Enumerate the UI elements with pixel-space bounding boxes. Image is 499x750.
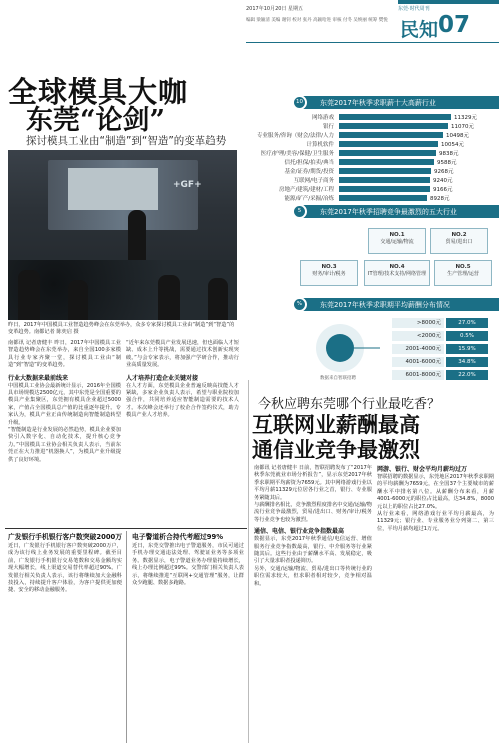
income-bar xyxy=(339,123,448,129)
income-category-label: 信托/担保/拍卖/典当 xyxy=(284,160,334,166)
article-paragraph: “近年来东莞模具产业发展迅速，但也面临人才短缺、成本上升等挑战，需要通过技术创新实现突破。”与会专家表示，将加强产学研合作，推动行业高质量发展。 xyxy=(126,340,239,369)
income-value-label: 9268元 xyxy=(434,169,454,175)
distribution-value: 0.5% xyxy=(446,331,488,341)
graphic-core xyxy=(326,334,354,362)
column-divider xyxy=(248,380,249,743)
header-divider xyxy=(246,42,499,43)
article-paragraph: 南都讯 记者唐健丰 昨日，2017年中国模具工业智造趋势峰会在东莞举办，来自全国100多家模具行业专家齐聚一堂，探讨模具工业由“制造”到“智造”的变革趋势。 xyxy=(8,340,121,369)
income-category-label: 医疗/护理/美容/保健/卫生服务 xyxy=(260,151,334,157)
income-category-label: 网络游戏 xyxy=(311,115,334,121)
distribution-range-label: 2001-4000元 xyxy=(392,344,444,354)
article-column xyxy=(8,340,121,464)
news-brief-title: 电子警道析合持代考超过99% xyxy=(132,533,224,541)
article-paragraph: 中国模具工业协会最新统计显示，2016年全国模具市场规模达2500亿元，其中东莞是全国重要的模具产业集聚区，东莞拥有模具企业超过5000家，产值占全国模具总产值的比重逐年提升。专家认为，模具产业正由传统制造向智能制造转型升级。 xyxy=(8,382,121,426)
competition-chart-title: 东莞2017年秋季招聘竞争最激烈的五大行业 xyxy=(320,208,457,216)
speaker-silhouette xyxy=(128,210,146,260)
distribution-value: 15.9% xyxy=(446,344,488,354)
income-bar xyxy=(339,132,443,138)
distribution-chart-badge: % xyxy=(292,297,307,312)
audience-person xyxy=(208,278,228,320)
income-bar xyxy=(339,150,436,156)
main-headline-line1: 全球模具大咖 xyxy=(8,75,189,109)
competition-rank-2 xyxy=(430,228,488,254)
right-headline-line1: 互联网业薪酬最高 xyxy=(252,412,420,437)
news-brief-body: 近日，东莞交警推出电子警道服务，市民可通过手机办理交通违法处理、驾驶证业务等多项业务。数据显示，电子警道业务办理量持续增长，线上办理比例超过99%。交警部门相关负责人表示，将继续推进“互联网+交通管理”服务，让群众少跑腿、数据多跑路。 xyxy=(132,543,244,587)
issue-date: 2017年10月20日 星期五 xyxy=(246,6,304,12)
audience-silhouettes xyxy=(8,260,237,320)
industry-label: 交通/运输/物流 xyxy=(380,239,414,245)
competition-rank-1 xyxy=(368,228,426,254)
header-accent-bar xyxy=(398,0,499,4)
section-title: 民知 xyxy=(400,19,439,41)
distribution-value: 27.0% xyxy=(446,318,488,328)
photo-caption: 昨日，2017年中国模具工业智造趋势峰会在东莞举办，众多专家探讨模具工业由“制造”到“智造”的变革趋势。南都记者 陈奕启 摄 xyxy=(8,322,235,335)
page-number: 07 xyxy=(438,12,471,38)
editorial-staff: 编辑 梁颖清 美编 谢钊 校对 张丹 高颖哈进 审核 付冬 吴焕丽 统筹 樊悦 xyxy=(246,18,388,23)
rank-label: NO.3 xyxy=(321,264,337,270)
article-subheading: 人才培养打造企业关键对接 xyxy=(126,374,199,382)
article-subheading: 行业大数据来最前线来 xyxy=(8,374,69,382)
conference-photo xyxy=(8,150,237,320)
competition-rank-5 xyxy=(434,260,492,286)
income-value-label: 11329元 xyxy=(454,115,477,121)
industry-label: IT管理/技术支持/网络管理 xyxy=(368,271,426,277)
distribution-graphic xyxy=(300,316,380,376)
competition-rank-4 xyxy=(364,260,430,286)
rank-label: NO.4 xyxy=(389,264,405,270)
article-paragraph: 智联招聘的数据显示，东莞地区2017年秋季求职期的平均薪酬为7659元，在全国37个主要城市的薪酬水平中排名第八位。从薪酬分布来看，月薪4001-6000元的职位占比最高，达34.8%，8000元以上的职位占比27.0%。 xyxy=(377,474,494,510)
article-column xyxy=(377,465,494,533)
audience-person xyxy=(68,280,88,320)
income-bar xyxy=(339,168,431,174)
distribution-chart-title: 东莞2017年秋季求职期平均薪酬分布情况 xyxy=(320,301,450,309)
article-paragraph: 与薪酬排名相比，竞争激烈程度排名中交通/运输/物流行业竞争最激烈，贸易/进出口、财务/审计/税务等行业竞争也较为激烈。 xyxy=(254,502,372,523)
right-kicker: 今秋应聘东莞哪个行业最吃香？ xyxy=(258,397,441,412)
income-value-label: 10054元 xyxy=(441,142,464,148)
article-paragraph: 数据显示，东莞2017年秋季通信/电信运营、增值服务行业竞争指数最高，银行、中介服务等行业紧随其后。这些行业由于薪酬水平高、发展稳定，吸引了大量求职者投递简历。 xyxy=(254,536,372,565)
right-headline-line2: 通信业竞争最激烈 xyxy=(252,437,420,462)
income-value-label: 10498元 xyxy=(446,133,469,139)
article-paragraph: “智能制造是行业发展的必然趋势，模具企业要加快引入数字化、自动化技术，提升核心竞争力。”中国模具工业协会相关负责人表示，当前东莞正在大力推进“机器换人”，为模具产业升级提供了良好环境。 xyxy=(8,427,121,463)
income-category-label: 计算机软件 xyxy=(306,142,334,148)
income-bar xyxy=(339,177,430,183)
rank-label: NO.5 xyxy=(455,264,471,270)
income-bar xyxy=(339,159,434,165)
distribution-range-label: <2000元 xyxy=(392,331,444,341)
article-column xyxy=(254,465,372,588)
news-brief-body: 近日，广发银行手机银行客户数突破2000万户，成为该行线上业务发展的重要里程碑。截至目前，广发银行手机银行交易笔数和交易金额均实现大幅增长，线上渠道交易替代率超过90%。广发银行相关负责人表示，该行将继续加大金融科技投入，持续提升客户体验，为客户提供更加便捷、安全的移动金融服务。 xyxy=(8,543,122,594)
income-category-label: 基金/证券/期货/投资 xyxy=(284,169,334,175)
stage-screen xyxy=(68,168,158,210)
rank-label: NO.1 xyxy=(389,232,405,238)
article-paragraph: 南都讯 记者唐健丰 日前，智联招聘发布了“2017年秋季东莞就业市场分析报告”，显示东莞2017年秋季求职期平均薪资为7659元。其中网络游戏行业以平均月薪11329元位居各行业之首，银行、专业服务紧随其后。 xyxy=(254,465,372,501)
income-value-label: 9588元 xyxy=(437,160,457,166)
income-category-label: 能源/矿产/采掘/冶炼 xyxy=(284,196,334,202)
industry-label: 生产管理/运营 xyxy=(447,271,479,277)
industry-label: 贸易/进出口 xyxy=(445,239,473,245)
income-value-label: 9240元 xyxy=(433,178,453,184)
stage-logo-text: +GF+ xyxy=(173,180,202,190)
income-category-label: 互联网/电子商务 xyxy=(293,178,334,184)
distribution-value: 34.8% xyxy=(446,357,488,367)
industry-label: 财务/审计/税务 xyxy=(312,271,346,277)
income-chart-badge: 10 xyxy=(292,95,307,110)
income-category-label: 房地产/建筑/建材/工程 xyxy=(278,187,334,193)
distribution-row xyxy=(392,370,490,380)
distribution-range-label: 4001-6000元 xyxy=(392,357,444,367)
income-bar xyxy=(339,114,451,120)
income-value-label: 11070元 xyxy=(451,124,474,130)
audience-person xyxy=(18,270,40,320)
bottom-divider xyxy=(5,528,247,529)
chart-source-note: 数据来自智联招聘 xyxy=(320,376,356,381)
article-subheading: 通信、电信、银行业竞争指数最高 xyxy=(254,528,345,536)
audience-person xyxy=(158,275,180,320)
income-value-label: 9166元 xyxy=(433,187,453,193)
article-paragraph: 另外，交通/运输/物流、贸易/进出口等传统行业的职位需求较大，但求职者相对较少，竞争相对温和。 xyxy=(254,565,372,587)
income-bar xyxy=(339,186,430,192)
income-bar xyxy=(339,141,438,147)
income-category-label: 银行 xyxy=(322,124,334,130)
distribution-value: 22.0% xyxy=(446,370,488,380)
main-subheadline: 探讨模具工业由“制造”到“智造”的变革趋势 xyxy=(26,135,227,147)
bottom-column-divider xyxy=(126,531,127,743)
competition-chart-badge: 5 xyxy=(292,204,307,219)
article-paragraph: 从行业来看，网络游戏行业平均月薪最高，为11329元；银行业、专业服务业分列第二、第三位，平均月薪均超过1万元。 xyxy=(377,511,494,532)
article-column xyxy=(126,340,239,420)
distribution-row xyxy=(392,357,490,367)
distribution-row xyxy=(392,331,490,341)
main-headline-line2: 东莞“论剑” xyxy=(26,105,166,136)
income-value-label: 8928元 xyxy=(430,196,450,202)
article-subheading: 网游、银行、财会平均月薪均过万 xyxy=(377,466,468,473)
rank-label: NO.2 xyxy=(451,232,467,238)
distribution-row xyxy=(392,318,490,328)
competition-rank-3 xyxy=(300,260,358,286)
income-category-label: 专业服务/咨询（财会/法律/人力 xyxy=(256,133,334,139)
income-value-label: 9838元 xyxy=(439,151,459,157)
distribution-range-label: >8000元 xyxy=(392,318,444,328)
income-bar xyxy=(339,195,427,201)
distribution-range-label: 6001-8000元 xyxy=(392,370,444,380)
distribution-row xyxy=(392,344,490,354)
news-brief-title: 广发银行手机银行客户数突破2000万 xyxy=(8,533,123,541)
article-paragraph: 在人才方面，东莞模具企业普遍反映高技能人才紧缺，多家企业负责人表示，希望与职业院校加强合作，共同培养适应智能制造需要的技术人才。本次峰会还举行了校企合作签约仪式，助力模具产业人才培养。 xyxy=(126,382,239,419)
publication-tag: 东莞·时代周刊 xyxy=(398,6,430,12)
income-chart-title: 东莞2017年秋季求职薪十大高薪行业 xyxy=(320,99,436,107)
